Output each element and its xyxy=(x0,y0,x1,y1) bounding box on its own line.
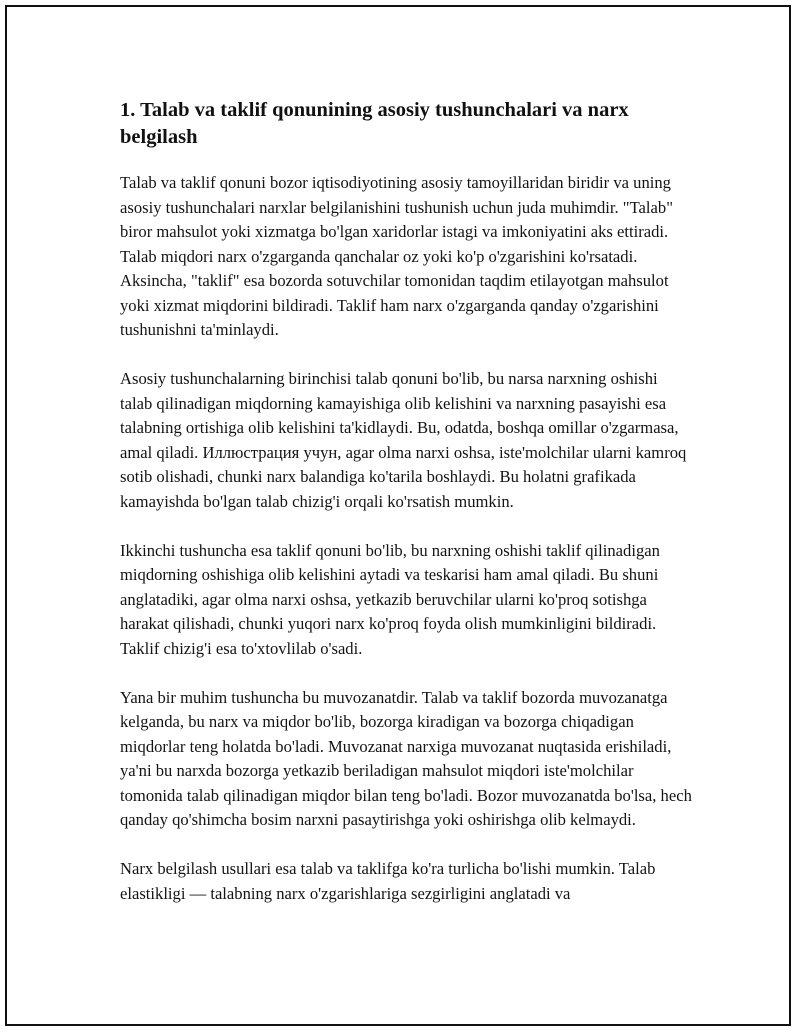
paragraph-3: Ikkinchi tushuncha esa taklif qonuni bo'lib, bu narxning oshishi taklif qilinadigan miqdorning oshishiga olib kelishini aytadi va teskarisi ham amal qiladi. Bu shuni anglatadiki, agar olma narxi oshsa, yetkazib beruvchilar ularni ko'proq sotishga harakat qilishadi, chunki yuqori narx ko'proq foyda olish mumkinligini bildiradi. Taklif chizig'i esa to'xtovlilab o'sadi. xyxy=(120,540,660,658)
section-title: 1. Talab va taklif qonunining asosiy tushunchalari va narx belgilash xyxy=(120,99,629,148)
paragraph-5: Narx belgilash usullari esa talab va taklifga ko'ra turlicha bo'lishi mumkin. Talab elastikligi — talabning narx o'zgarishlariga sezgirligini anglatadi va xyxy=(120,859,656,903)
paragraph-1: Talab va taklif qonuni bozor iqtisodiyotining asosiy tamoyillaridan biridir va uning asosiy tushunchalari narxlar belgilanishini tushunish uchun juda muhimdir. "Talab" biror mahsulot yoki xizmatga bo'lgan xaridorlar istagi va imkoniyatini aks ettiradi. Talab miqdori narx o'zgarganda qanchalar oz yoki ko'p o'zgarishini ko'rsatadi. Aksincha, "taklif" esa bozorda sotuvchilar tomonidan taqdim etilayotgan mahsulot yoki xizmat miqdorini bildiradi. Taklif ham narx o'zgarganda qanday o'zgarishini tushunishni ta'minlaydi. xyxy=(120,173,673,339)
paragraph-2: Asosiy tushunchalarning birinchisi talab qonuni bo'lib, bu narsa narxning oshishi talab qilinadigan miqdorning kamayishiga olib kelishini va narxning pasayishi esa talabning ortishiga olib kelishini ta'kidlaydi. Bu, odatda, boshqa omillar o'zgarmasa, amal qiladi. Иллюстрация учун, agar olma narxi oshsa, iste'molchilar ularni kamroq sotib olishadi, chunki narx balandiga ko'tarila boshlaydi. Bu holatni grafikada kamayishda bo'lgan talab chizig'i orqali ko'rsatish mumkin. xyxy=(120,369,687,511)
page-frame xyxy=(5,5,791,1026)
document-body xyxy=(120,97,692,931)
paragraph-4: Yana bir muhim tushuncha bu muvozanatdir. Talab va taklif bozorda muvozanatga kelganda, bu narx va miqdor bo'lib, bozorga kiradigan va bozorga chiqadigan miqdorlar teng holatda bo'ladi. Muvozanat narxiga muvozanat nuqtasida erishiladi, ya'ni bu narxda bozorga yetkazib beriladigan mahsulot miqdori iste'molchilar tomonida talab qilinadigan miqdor bilan teng bo'ladi. Bozor muvozanatda bo'lsa, hech qanday qo'shimcha bosim narxni pasaytirishga yoki oshirishga olib kelmaydi. xyxy=(120,687,692,829)
